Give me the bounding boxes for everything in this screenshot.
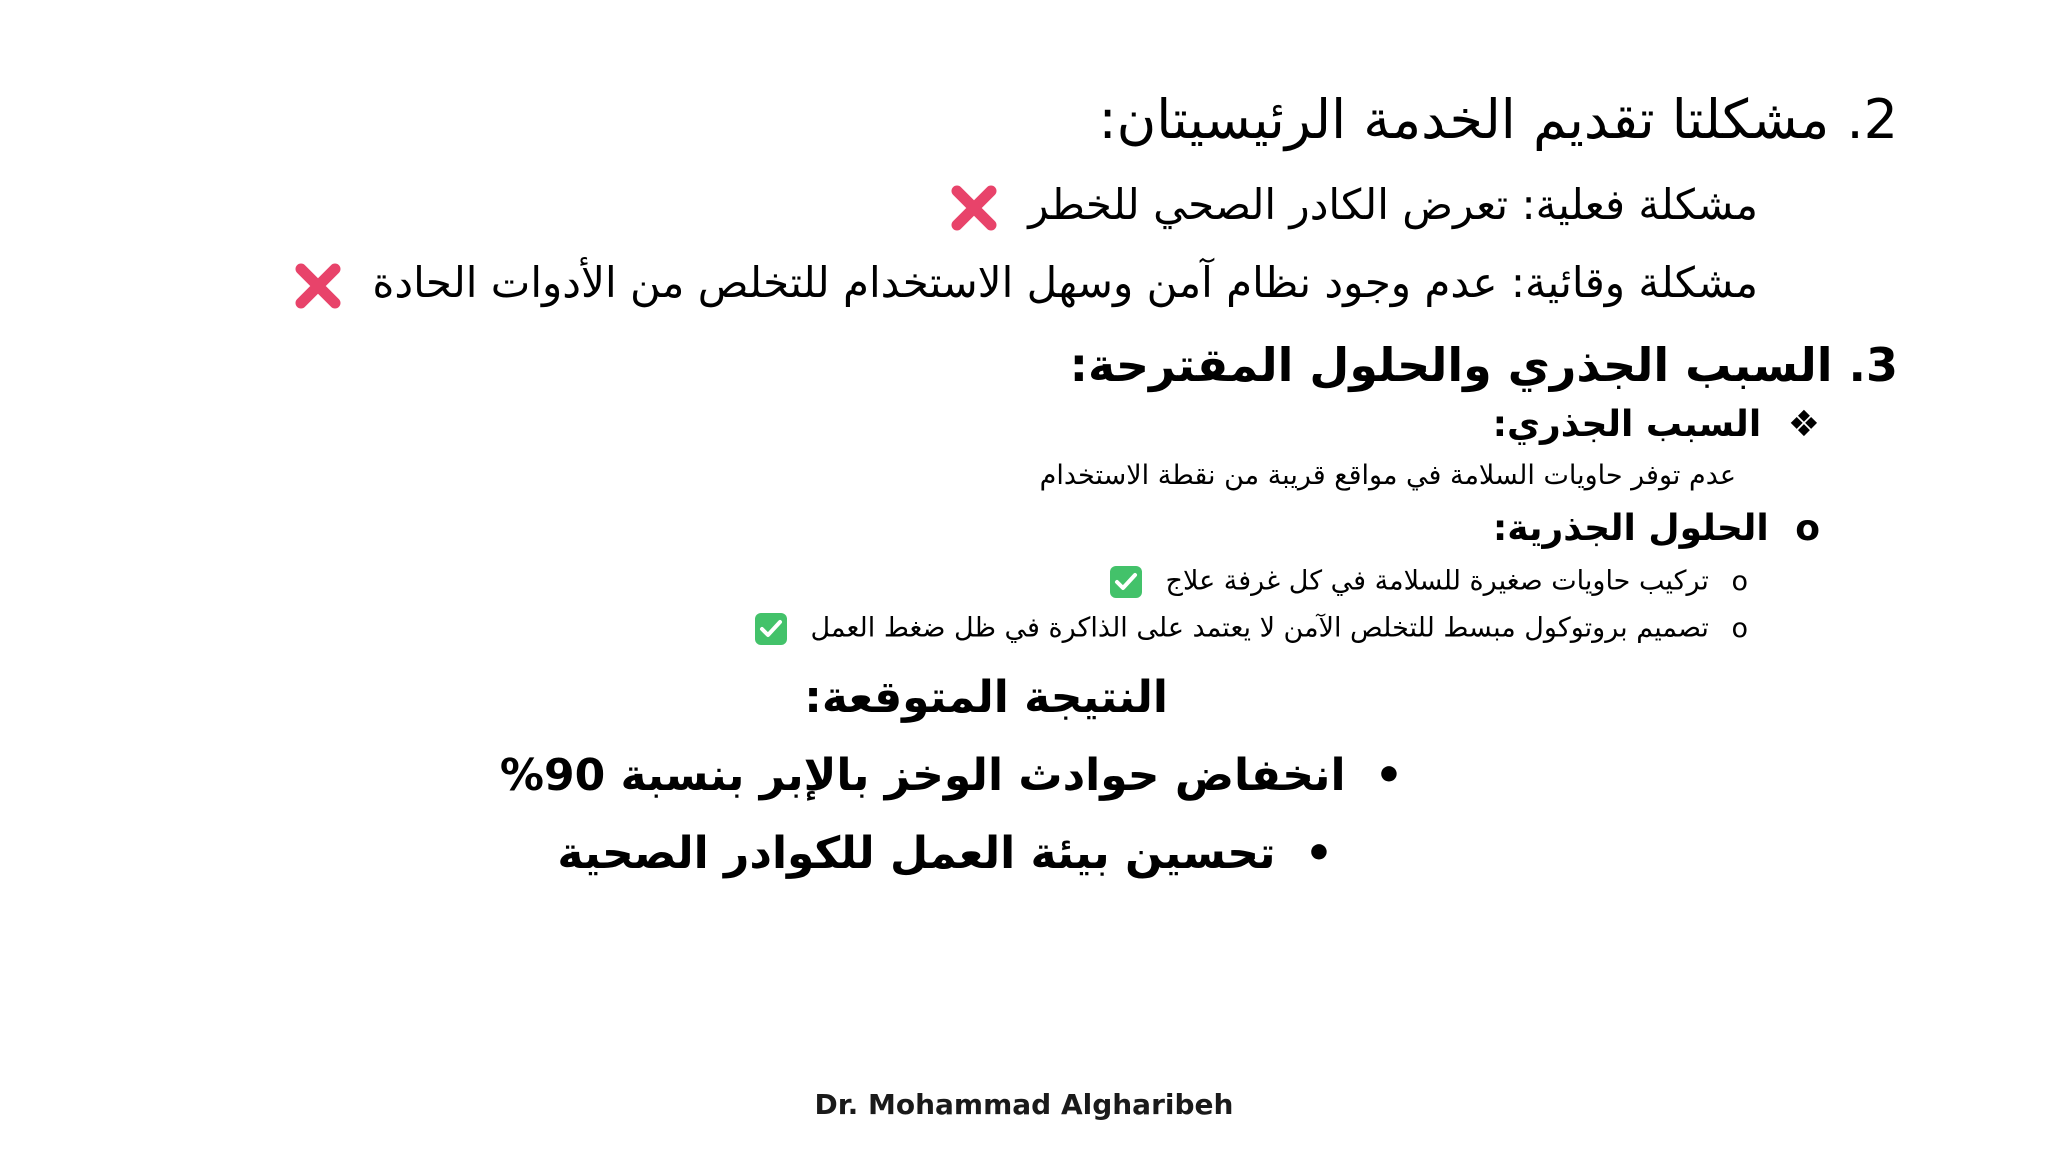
result-heading: النتيجة المتوقعة: <box>804 672 1168 723</box>
problem-item <box>947 180 1758 235</box>
problem-text: مشكلة فعلية: تعرض الكادر الصحي للخطر <box>1028 180 1758 229</box>
dot-bullet-icon: • <box>1374 750 1403 801</box>
circle-bullet-icon: o <box>1795 508 1820 549</box>
result-item <box>557 828 1333 879</box>
section3-heading: 3. السبب الجذري والحلول المقترحة: <box>1069 338 1898 392</box>
circle-bullet-icon: o <box>1731 612 1748 644</box>
dot-bullet-icon: • <box>1304 828 1333 879</box>
solutions-label: o الحلول الجذرية: <box>1492 508 1820 549</box>
problem-text: مشكلة وقائية: عدم وجود نظام آمن وسهل الاستخدام للتخلص من الأدوات الحادة <box>372 258 1758 307</box>
result-item <box>500 750 1403 801</box>
root-cause-label: ❖ السبب الجذري: <box>1492 404 1820 445</box>
footer-author: Dr. Mohammad Algharibeh <box>814 1088 1234 1121</box>
diamond-bullet-icon: ❖ <box>1787 404 1820 445</box>
check-mark-icon <box>754 612 788 646</box>
problem-item <box>291 258 1758 313</box>
cross-mark-icon <box>291 259 345 313</box>
result-text: انخفاض حوادث الوخز بالإبر بنسبة 90% <box>499 750 1346 801</box>
section2-heading: 2. مشكلتا تقديم الخدمة الرئيسيتان: <box>1098 88 1898 151</box>
solution-item <box>754 612 1748 646</box>
cross-mark-icon <box>947 181 1001 235</box>
circle-bullet-icon: o <box>1731 565 1748 597</box>
solution-item <box>1109 565 1748 599</box>
result-text: تحسين بيئة العمل للكوادر الصحية <box>557 828 1276 879</box>
check-mark-icon <box>1109 565 1143 599</box>
solution-text: تركيب حاويات صغيرة للسلامة في كل غرفة علاج <box>1165 565 1709 597</box>
root-cause-text: عدم توفر حاويات السلامة في مواقع قريبة من نقطة الاستخدام <box>1039 460 1736 491</box>
solution-text: تصميم بروتوكول مبسط للتخلص الآمن لا يعتمد على الذاكرة في ظل ضغط العمل <box>810 612 1709 644</box>
